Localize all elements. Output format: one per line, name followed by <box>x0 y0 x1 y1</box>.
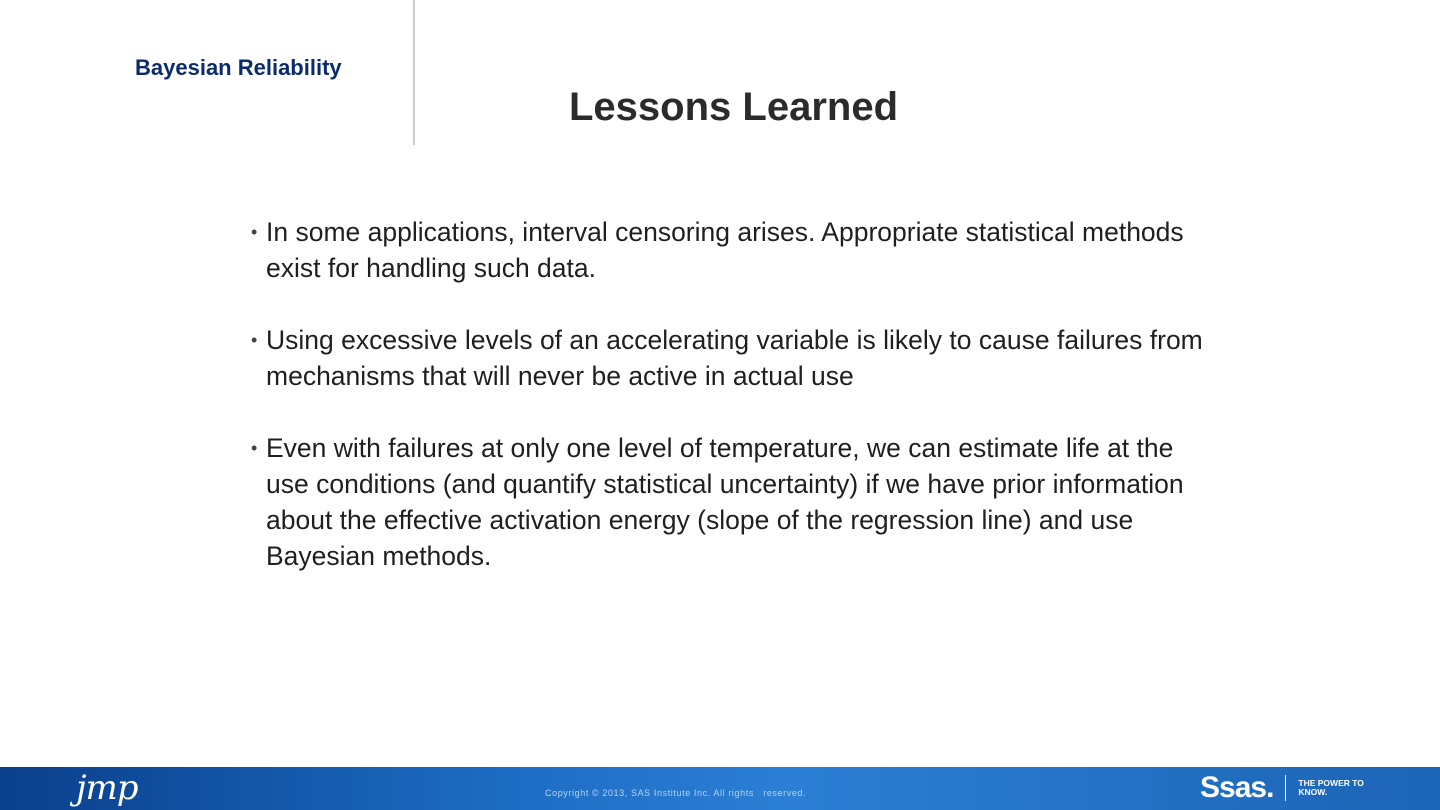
section-title: Bayesian Reliability <box>135 55 342 80</box>
sas-logo <box>1200 771 1368 805</box>
bullet-text: In some applications, interval censoring arises. Appropriate statistical methods exist for handling such data. <box>266 217 1184 283</box>
bullet-marker: • <box>251 222 258 242</box>
bullet-text: Using excessive levels of an accelerating variable is likely to cause failures from mechanisms that will never be active in actual use <box>266 325 1203 391</box>
copyright-text: Copyright © 2013, SAS Institute Inc. All rights reserved. <box>545 788 807 798</box>
jmp-logo: jmp <box>76 768 138 808</box>
bullet-item <box>245 214 1205 286</box>
sas-logo-mark: Ssas. <box>1200 771 1274 804</box>
sas-tagline: THE POWER TO KNOW. <box>1298 778 1364 797</box>
bullet-marker: • <box>251 438 258 458</box>
bullet-marker: • <box>251 330 258 350</box>
footer-bar <box>0 767 1440 810</box>
bullet-item <box>245 322 1205 394</box>
bullet-item <box>245 430 1205 574</box>
header-divider <box>413 0 415 145</box>
logo-separator <box>1285 775 1286 801</box>
bullet-text: Even with failures at only one level of temperature, we can estimate life at the use conditions (and quantify statistical uncertainty) if we have prior information about the effective activation energy (slope of the regression line) and use Bayesian methods. <box>266 433 1184 571</box>
slide-title: Lessons Learned <box>569 85 899 129</box>
bullet-list <box>245 214 1205 610</box>
